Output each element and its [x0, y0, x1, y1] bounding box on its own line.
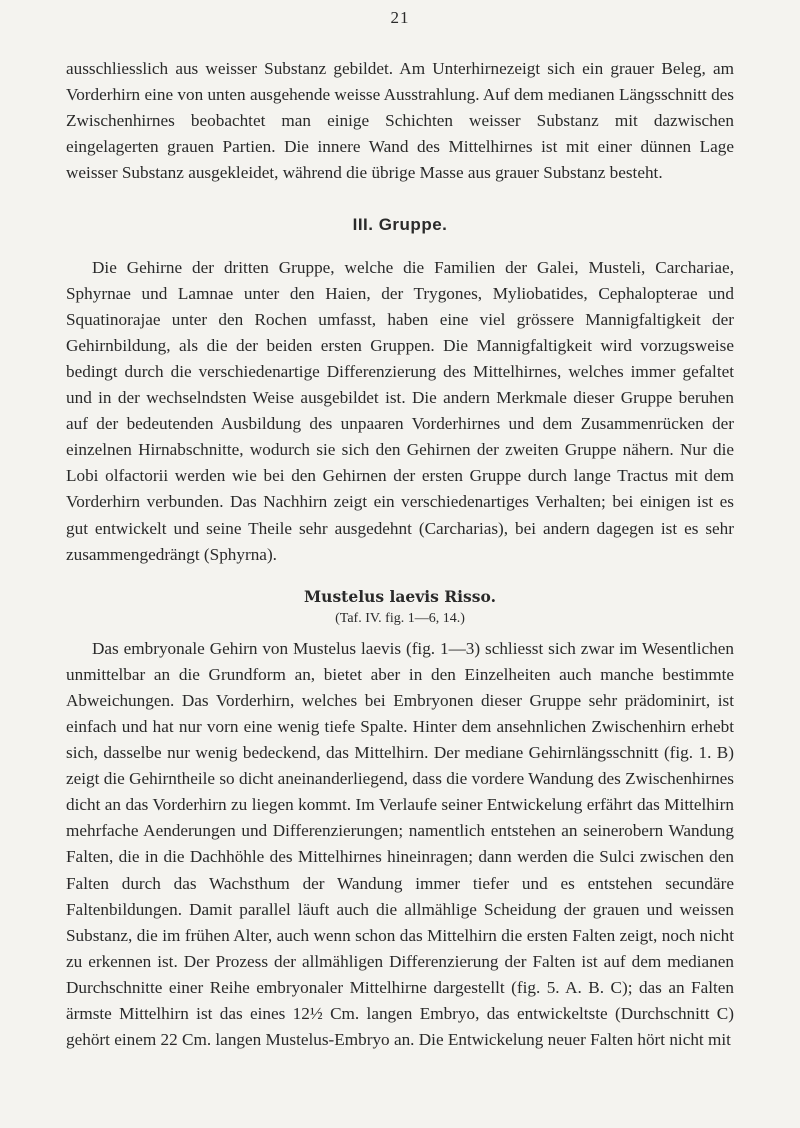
section-heading: III. Gruppe.: [352, 215, 448, 235]
body-text: [66, 56, 734, 1053]
page-number: 21: [390, 8, 410, 27]
plate-reference: (Taf. IV. fig. 1—6, 14.): [335, 610, 465, 626]
species-paragraph: Das embryonale Gehirn von Mustelus laevis (fig. 1—3) schliesst sich zwar im Wesentlichen unmittelbar an die Grundform an, bietet aber in den Einzelheiten auch manche bestimmte Abweichungen. Das Vorderhirn, welches bei Embryonen dieser Gruppe sehr prädominirt, ist einfach und hat nur vorn eine wenig tiefe Spalte. Hinter dem ansehnlichen Zwischenhirn erhebt sich, dasselbe nur wenig bedeckend, das Mittelhirn. Der mediane Gehirnlängsschnitt (fig. 1. B) zeigt die Gehirntheile so dicht aneinanderliegend, dass die vordere Wandung des Zwischenhirnes dicht an das Vorderhirn zu liegen kommt. Im Verlaufe seiner Entwickelung erfährt das Mittelhirn mehrfache Aenderungen und Differenzierungen; namentlich entstehen an seinerobern Wandung Falten, die in die Dachhöhle des Mittelhirnes hineinragen; dann werden die Sulci zwischen den Falten durch das Wachsthum der Wandung immer tiefer und es entstehen secundäre Faltenbildungen. Damit parallel läuft auch die allmählige Scheidung der grauen und weissen Substanz, die im frühen Alter, auch wenn schon das Mittelhirn die ersten Falten zeigt, noch nicht zu erkennen ist. Der Prozess der allmähligen Differenzierung der Falten ist auf dem medianen Durchschnitte einer Reihe embryonaler Mittelhirne dargestellt (fig. 5. A. B. C); das an Falten ärmste Mittelhirn ist das eines 12½ Cm. langen Embryo, das entwickeltste (Durchschnitt C) gehört einem 22 Cm. langen Mustelus-Embryo an. Die Entwickelung neuer Falten hört nicht mit: [66, 638, 734, 1050]
intro-paragraph: ausschliesslich aus weisser Substanz gebildet. Am Unterhirnezeigt sich ein grauer Beleg, am Vorderhirn eine von unten ausgehende weisse Ausstrahlung. Auf dem medianen Längsschnitt des Zwischenhirnes beobachtet man einige Schichten weisser Substanz mit dazwischen eingelagerten grauen Partien. Die innere Wand des Mittelhirnes ist mit einer dünnen Lage weisser Substanz ausgekleidet, während die übrige Masse aus grauer Substanz besteht.: [66, 59, 734, 183]
species-heading: Mustelus laevis Risso.: [304, 586, 496, 606]
section-paragraph: Die Gehirne der dritten Gruppe, welche die Familien der Galei, Musteli, Carchariae, Sphyrnae und Lamnae unter den Haien, der Trygones, Myliobatides, Cephalopterae und Squatinorajae unter den Rochen umfasst, haben eine viel grössere Mannigfaltigkeit der Gehirnbildung, als die der beiden ersten Gruppen. Die Mannigfaltigkeit wird vorzugsweise bedingt durch die verschiedenartige Differenzierung des Mittelhirnes, welches immer gefaltet und in der wechselndsten Weise ausgebildet ist. Die andern Merkmale dieser Gruppe beruhen auf der bedeutenden Ausbildung des unpaaren Vorderhirnes und dem Zusammenrücken der einzelnen Hirnabschnitte, wodurch sie sich den Gehirnen der zweiten Gruppe nähern. Nur die Lobi olfactorii werden wie bei den Gehirnen der ersten Gruppe durch lange Tractus mit dem Vorderhirn verbunden. Das Nachhirn zeigt ein verschiedenartiges Verhalten; bei einigen ist es gut entwickelt und seine Theile sehr ausgedehnt (Carcharias), bei andern dagegen ist es sehr zusammengedrängt (Sphyrna).: [66, 257, 734, 564]
